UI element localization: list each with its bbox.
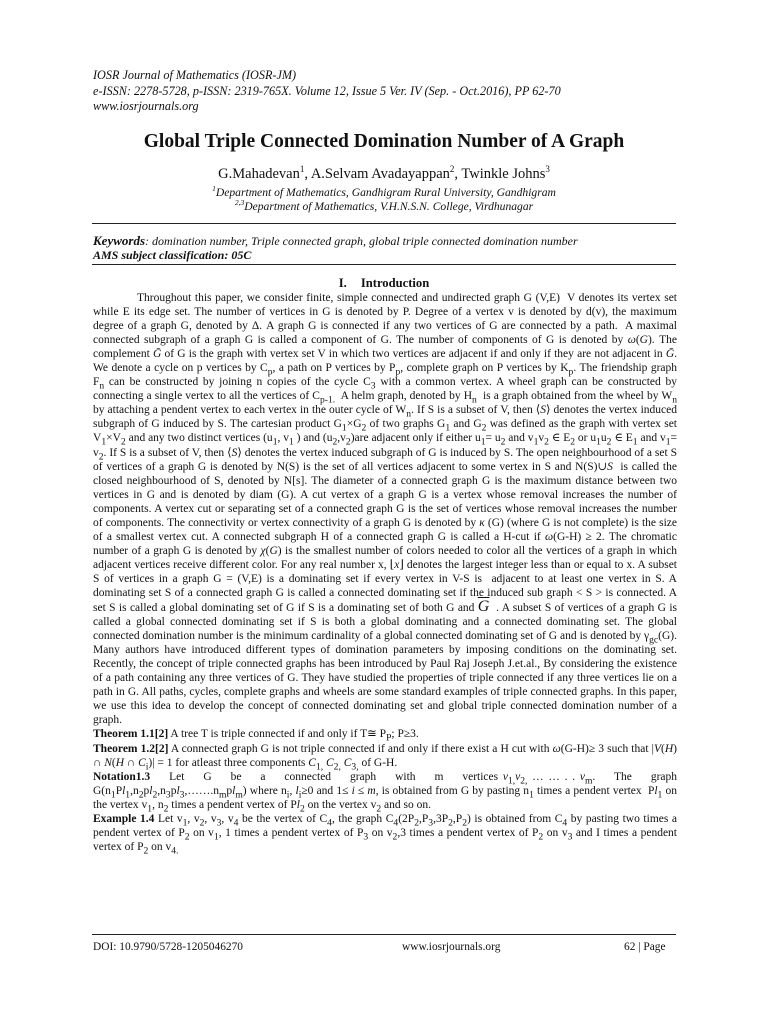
author-2: , A.Selvam Avadayappan xyxy=(304,166,450,182)
section-heading xyxy=(0,276,768,291)
journal-header xyxy=(93,68,561,115)
paper-title: Global Triple Connected Domination Number of A Graph xyxy=(143,131,625,152)
journal-issn: e-ISSN: 2278-5728, p-ISSN: 2319-765X. Volume 12, Issue 5 Ver. IV (Sep. - Oct.2016), PP 62-70 xyxy=(93,83,561,98)
author-2-mark: 2 xyxy=(449,164,455,175)
author-list xyxy=(0,166,768,183)
footer-divider xyxy=(92,934,676,935)
keywords-text: : domination number, Triple connected graph, global triple connected domination number xyxy=(145,234,578,248)
affiliation-1-mark: 1 xyxy=(212,184,216,194)
journal-name: IOSR Journal of Mathematics (IOSR-JM) xyxy=(93,68,297,82)
example-1-4: Example 1.4 Let $v_1$, $v_2$, $v_3$, $v_4$ be the vertex of $C_4$, the graph $C_4(2P_2,P_3,3P_2,P_2)$ is obtained from $C_4$ by pasting two times a pendent vertex of $P_2$ on $v_1$, 1 times a pendent vertex of $P_3$ on $v_2,3$ times a pendent vertex of $P_2$ on $v_3$ and I times a pendent vertex of $P_2$ on $v_{4.}$ xyxy=(93,812,678,857)
section-title: Introduction xyxy=(360,276,430,290)
footer-page-number: 62 | Page xyxy=(624,941,666,953)
theorem-1-1: Theorem 1.1[2] A tree T is triple connected if and only if T≅ $P_P$; P≥3. xyxy=(93,728,419,744)
affiliation-2 xyxy=(0,200,768,213)
footer-doi: DOI: 10.9790/5728-1205046270 xyxy=(93,941,243,953)
notation-1-3-line: Notation1.3 Let G be a connected graph with m vertices $v_{1,}v_{2,}$ … … . . $v_m$. The graph xyxy=(93,770,678,786)
journal-site: www.iosrjournals.org xyxy=(93,99,199,113)
theorem-1-2: Theorem 1.2[2] A connected graph G is not triple connected if and only if there exist a H cut with ω(G-H)≥ 3 such that |V(H) ∩ N(H ∩ $C_i)| = 1$ for atleast three components $C_{1,}$ $C_{2,}$ $C_{3,}$ of G-H. xyxy=(93,742,677,772)
author-1-mark: 1 xyxy=(299,164,305,175)
section-number: I. xyxy=(338,276,347,290)
affiliation-1-text: Department of Mathematics, Gandhigram Rural University, Gandhigram xyxy=(215,186,556,199)
keywords-divider xyxy=(92,264,676,265)
keywords-label: Keywords xyxy=(93,233,145,248)
author-3-mark: 3 xyxy=(545,164,550,175)
affiliation-1 xyxy=(0,186,768,199)
notation-1-3: $G(n_1Pl_1,n_2pl_2,n_3pl_3,\dots\dots.n_mpl_m)$ where $n_i$, $l_i\ge 0$ and 1≤ i ≤ m, is obtained from G by pasting $n_1$ times a pendent vertex $Pl_1$ on the vertex $v_1$, $n_2$ times a pendent vertex of $Pl_2$ on the vertex $v_2$ and so on. xyxy=(93,784,677,814)
top-divider xyxy=(92,223,676,224)
keywords-block xyxy=(93,234,677,262)
author-1: G.Mahadevan xyxy=(218,166,300,182)
body-text xyxy=(93,291,678,857)
intro-paragraph: Throughout this paper, we consider finite, simple connected and undirected graph G (V,E) V denotes its vertex set while E its edge set. The number of vertices in G is denoted by P. Degree of a vertex v is denoted by d(v), the maximum degree of a graph G, denoted by Δ. A graph G is connected if any two vertices of G are connected by a path. A maximal connected subgraph of a graph G is called a component of G. The number of components of G is denoted by ω(G). The complement Ḡ of G is the graph with vertex set V in which two vertices are adjacent if and only if they are not adjacent in Ḡ. We denote a cycle on p vertices by $C_p$, a path on P vertices by $P_p$, complete graph on P vertices by $K_p$. The friendship graph $F_n$ can be constructed by joining n copies of the cycle $C_3$ with a common vertex. A wheel graph can be constructed by connecting a single vertex to all the vertices of $C_{p-1.}$ A helm graph, denoted by $H_n$ is a graph obtained from the wheel by $W_n$ by attaching a pendent vertex to each vertex in the outer cycle of $W_n$. If S is a subset of V, then ⟨S⟩ denotes the vertex induced subgraph of G induced by S. The cartesian product $G_1\times G_2$ of two graphs $G_1$ and $G_2$ was defined as the graph with vertex set $V_1\times V_2$ and any two distinct vertices ($u_1$, $v_1$ ) and $(u_2,v_2)are$ adjacent only if either $u_1= u_2$ and $v_1v_2$ ∈ $E_2$ or $u_1u_2$ ∈ $E_1$ and $v_1= v_2$. If S is a subset of V, then ⟨S⟩ denotes the vertex induced subgraph of G is induced by S. The open neighbourhood of a set S of vertices of a graph G is denoted by N(S) is the set of all vertices adjacent to some vertex in S and N(S)∪S is called the closed neighbourhood of S, denoted by N[s]. The diameter of a connected graph G is the maximum distance between two vertices in G and is denoted by diam (G). A cut vertex of a graph G is a vertex whose removal increases the number of components. A vertex cut or separating set of a connected graph G is the set of vertices whose removal increases the number of components. The connectivity or vertex connectivity of a graph G is denoted by κ (G) (where G is not complete) is the size of a smallest vertex cut. A connected subgraph H of a connected graph G is called a H-cut if ω(G-H) ≥ 2. The chromatic number of a graph G is denoted by χ(G) is the smallest number of colors needed to color all the vertices of a graph in which adjacent vertices receive different color. For any real number x, ⌊x⌋ denotes the largest integer less than or equal to x. A subset S of vertices in a graph G = (V,E) is a dominating set if every vertex in V-S is adjacent to at least one vertex in S. A dominating set S of a connected graph G is called a connected dominating set if the induced sub graph < S > is connected. A set S is called a global dominating set of G if S is a dominating set of both G and $\overline{G}$ . A subset S of vertices of a graph G is called a global connected dominating set if S is both a global dominating and a connected dominating set. The global connected domination number is the minimum cardinality of a global connected dominating set of G and is denoted by $\gamma_{gc}(G)$. Many authors have introduced different types of domination parameters by imposing conditions on the dominating set. Recently, the concept of triple connected graphs has been introduced by Paul Raj Joseph J.et.al., By considering the existence of a path containing any three vertices of G. They have studied the properties of triple connected if any three vertices lie on a path in G. All paths, cycles, complete graphs and wheels are some standard examples of triple connected graphs. In this paper, we use this idea to develop the concept of connected dominating set and global triple connected domination number of a graph. xyxy=(93,292,678,727)
affiliation-2-mark: 2,3 xyxy=(234,198,245,208)
footer-site: www.iosrjournals.org xyxy=(402,941,501,953)
affiliation-2-text: Department of Mathematics, V.H.N.S.N. College, Virdhunagar xyxy=(244,200,534,213)
author-3: , Twinkle Johns xyxy=(454,166,546,182)
ams-classification: AMS subject classification: 05C xyxy=(93,248,252,262)
